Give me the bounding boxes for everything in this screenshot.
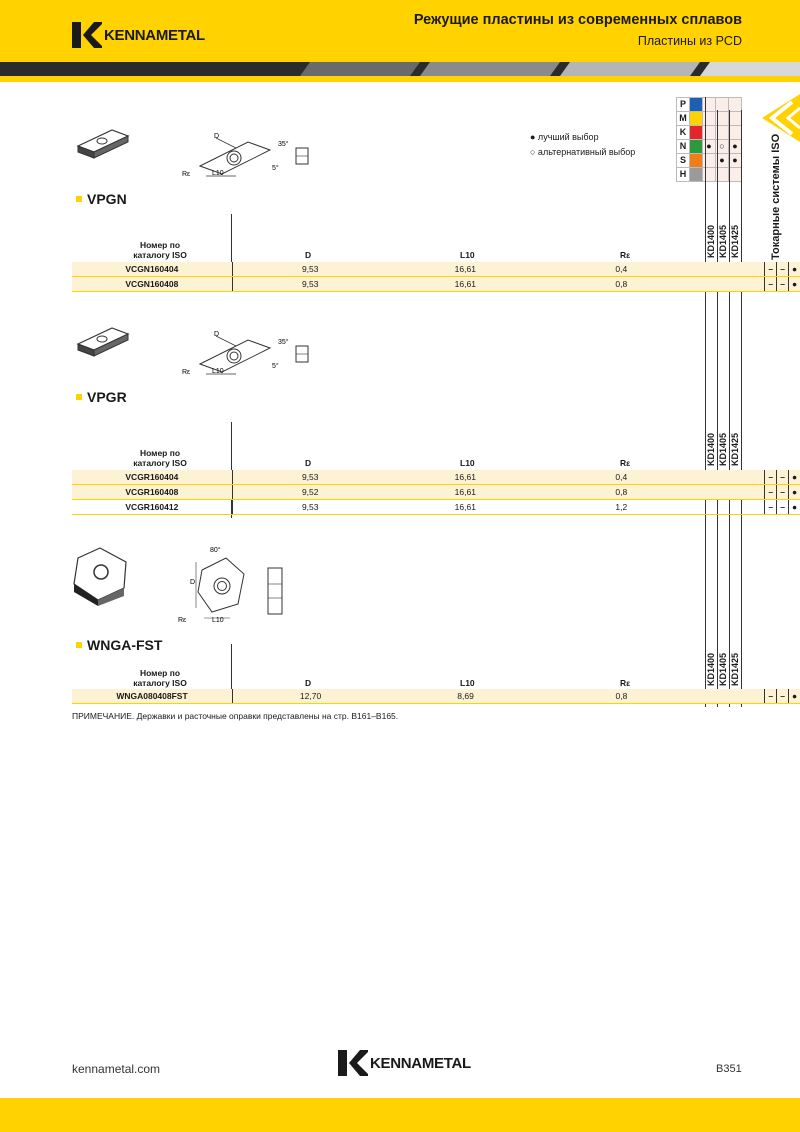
material-color-swatch <box>690 112 703 126</box>
grade-availability: – <box>765 500 777 515</box>
page-number: B351 <box>716 1063 742 1075</box>
spacer-cell <box>700 689 765 704</box>
brand-wordmark: KENNAMETAL <box>104 26 205 44</box>
grade-availability: – <box>765 485 777 500</box>
table-row <box>72 262 800 277</box>
cell-re: 0,8 <box>543 689 700 704</box>
section-title-vpgn: VPGN <box>76 191 127 207</box>
material-row <box>677 154 742 168</box>
spacer-cell <box>700 500 765 515</box>
cell-l10: 16,61 <box>388 500 543 515</box>
grade-availability: – <box>777 500 789 515</box>
material-code: H <box>677 168 690 182</box>
col-l10-header: L10 <box>460 458 475 468</box>
material-grade-mark <box>729 126 742 140</box>
cell-d: 9,53 <box>232 262 388 277</box>
material-code: N <box>677 140 690 154</box>
table-vpgr <box>72 470 800 515</box>
svg-text:Rε: Rε <box>182 171 191 178</box>
material-color-swatch <box>690 154 703 168</box>
table-row <box>72 689 800 704</box>
col-d-header: D <box>305 678 312 688</box>
svg-text:5°: 5° <box>272 363 279 370</box>
grade-availability: – <box>765 262 777 277</box>
svg-text:L10: L10 <box>212 368 224 375</box>
grade-availability: – <box>777 277 789 292</box>
table-row <box>72 470 800 485</box>
brand-logo <box>72 22 205 48</box>
legend <box>530 130 635 160</box>
material-grade-mark: ● <box>703 140 716 154</box>
cell-l10: 16,61 <box>388 262 543 277</box>
grade-availability: ● <box>789 500 800 515</box>
cell-d: 9,53 <box>232 277 388 292</box>
insert-drawing-wnga <box>176 540 296 626</box>
spacer-cell <box>700 470 765 485</box>
page-title: Режущие пластины из современных сплавов <box>413 12 742 28</box>
header-stripe-yellow <box>0 76 800 82</box>
grade-availability: – <box>765 689 777 704</box>
page-subtitle: Пластины из PCD <box>637 34 742 48</box>
svg-text:D: D <box>214 331 220 338</box>
svg-text:L10: L10 <box>212 170 224 177</box>
material-color-swatch <box>690 126 703 140</box>
svg-text:35°: 35° <box>278 141 289 148</box>
legend-alt: ○ альтернативный выбор <box>530 147 636 157</box>
material-grade-mark: ○ <box>716 140 729 154</box>
col-l10-header: L10 <box>460 250 475 260</box>
col-l10-header: L10 <box>460 678 475 688</box>
grade-availability: ● <box>789 277 800 292</box>
part-number: WNGA080408FST <box>72 689 233 704</box>
grade-availability: – <box>777 470 789 485</box>
material-code: M <box>677 112 690 126</box>
cell-l10: 16,61 <box>388 485 543 500</box>
spacer-cell <box>700 485 765 500</box>
grade-availability: ● <box>789 689 800 704</box>
insert-3d-icon <box>72 326 132 358</box>
col-iso-header: Номер по каталогу ISO <box>133 240 187 260</box>
material-color-swatch <box>690 98 703 112</box>
material-grade-mark: ● <box>729 140 742 154</box>
material-color-swatch <box>690 140 703 154</box>
material-code: S <box>677 154 690 168</box>
grade-availability: – <box>777 262 789 277</box>
grade-availability: – <box>765 470 777 485</box>
svg-text:Rε: Rε <box>182 369 191 376</box>
cell-d: 9,52 <box>232 485 388 500</box>
col-d-header: D <box>305 250 312 260</box>
svg-text:D: D <box>190 579 196 586</box>
footer-wordmark: KENNAMETAL <box>370 1054 471 1072</box>
material-table <box>676 97 742 182</box>
col-re-header: Rε <box>620 678 631 688</box>
material-row <box>677 168 742 182</box>
cell-re: 0,4 <box>543 470 700 485</box>
grade-availability: – <box>765 277 777 292</box>
part-number: VCGN160404 <box>72 262 232 277</box>
cell-d: 9,53 <box>232 470 388 485</box>
footer-logo <box>338 1050 471 1076</box>
cell-l10: 16,61 <box>388 277 543 292</box>
part-number: VCGR160408 <box>72 485 232 500</box>
cell-re: 0,4 <box>543 262 700 277</box>
material-row <box>677 98 742 112</box>
table-row <box>72 500 800 515</box>
part-number: VCGN160408 <box>72 277 232 292</box>
table-vpgn <box>72 262 800 292</box>
cell-d: 9,53 <box>232 500 388 515</box>
section-title-wnga: WNGA-FST <box>76 637 162 653</box>
material-grade-mark: ● <box>729 154 742 168</box>
material-grade-mark <box>729 98 742 112</box>
insert-3d-icon <box>72 128 132 160</box>
insert-drawing-vpgr <box>176 326 326 382</box>
grade-availability: ● <box>789 470 800 485</box>
grade-availability: – <box>777 485 789 500</box>
col-re-header: Rε <box>620 250 631 260</box>
footer-band <box>0 1098 800 1132</box>
cell-re: 1,2 <box>543 500 700 515</box>
col-re-header: Rε <box>620 458 631 468</box>
insert-3d-trigon-icon <box>70 544 134 606</box>
kennametal-k-icon <box>72 22 102 48</box>
col-d-header: D <box>305 458 312 468</box>
svg-text:Rε: Rε <box>178 617 187 624</box>
material-row <box>677 112 742 126</box>
material-grade-mark: ● <box>716 154 729 168</box>
material-code: K <box>677 126 690 140</box>
cell-l10: 8,69 <box>388 689 543 704</box>
table-row <box>72 277 800 292</box>
col-iso-header: Номер по каталогу ISO <box>133 668 187 688</box>
material-grade-mark <box>729 168 742 182</box>
cell-re: 0,8 <box>543 277 700 292</box>
insert-drawing-vpgn <box>176 128 326 184</box>
spacer-cell <box>700 262 765 277</box>
grade-availability: ● <box>789 262 800 277</box>
header-stripe <box>0 62 800 76</box>
material-code: P <box>677 98 690 112</box>
material-row <box>677 126 742 140</box>
footnote: ПРИМЕЧАНИЕ. Державки и расточные оправки представлены на стр. B161–B165. <box>72 711 399 721</box>
section-title-vpgr: VPGR <box>76 389 127 405</box>
kennametal-k-icon <box>338 1050 368 1076</box>
legend-best: ● лучший выбор <box>530 132 599 142</box>
spacer-cell <box>700 277 765 292</box>
material-row <box>677 140 742 154</box>
material-grade-mark <box>729 112 742 126</box>
side-section-label: Токарные системы ISO <box>770 133 782 260</box>
table-row <box>72 485 800 500</box>
footer-url[interactable]: kennametal.com <box>72 1062 161 1076</box>
col-iso-header: Номер по каталогу ISO <box>133 448 187 468</box>
svg-text:D: D <box>214 133 220 140</box>
svg-text:80°: 80° <box>210 547 221 554</box>
grade-availability: ● <box>789 485 800 500</box>
cell-l10: 16,61 <box>388 470 543 485</box>
material-color-swatch <box>690 168 703 182</box>
cell-d: 12,70 <box>233 689 389 704</box>
part-number: VCGR160404 <box>72 470 232 485</box>
svg-text:35°: 35° <box>278 339 289 346</box>
svg-text:L10: L10 <box>212 617 224 624</box>
grade-availability: – <box>777 689 789 704</box>
table-wnga <box>72 689 800 704</box>
svg-text:5°: 5° <box>272 165 279 172</box>
cell-re: 0,8 <box>543 485 700 500</box>
part-number: VCGR160412 <box>72 500 232 515</box>
